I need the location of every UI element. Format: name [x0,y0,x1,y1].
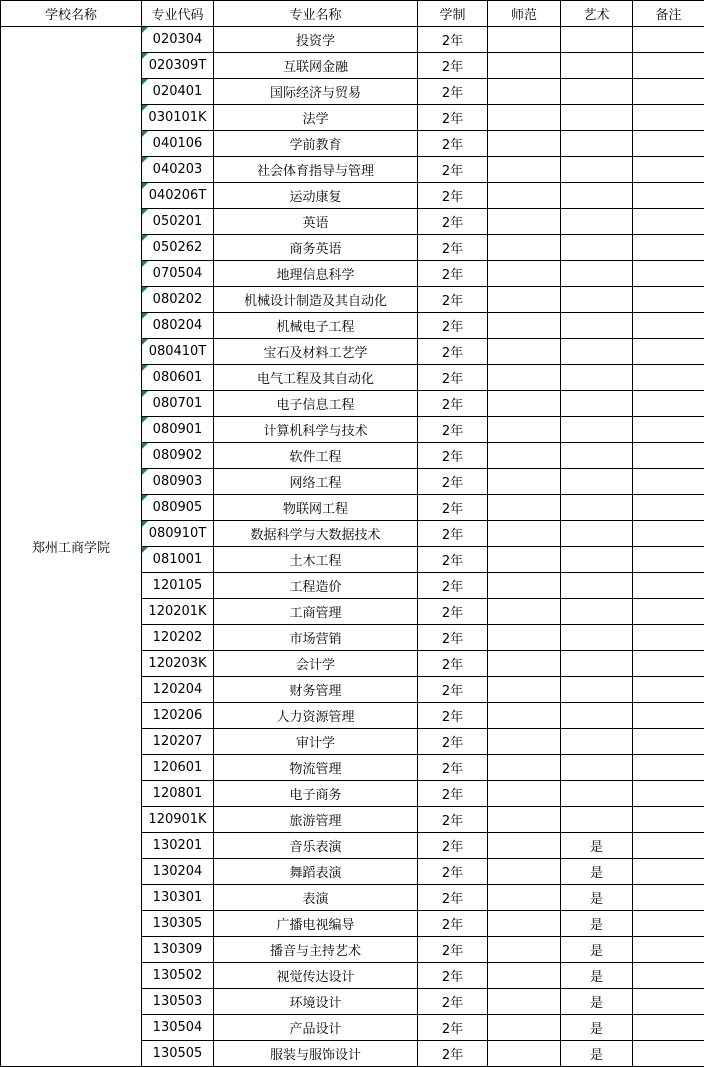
duration-cell: 2年 [418,105,488,131]
duration-cell: 2年 [418,495,488,521]
normal-cell [488,729,561,755]
duration-cell: 2年 [418,365,488,391]
note-cell [633,937,704,963]
note-cell [633,989,704,1015]
art-cell: 是 [561,1041,633,1067]
major-name-cell: 英语 [214,209,418,235]
duration-cell: 2年 [418,807,488,833]
normal-cell [488,547,561,573]
note-cell [633,651,704,677]
code-cell: 080903 [142,469,214,495]
code-cell: 080701 [142,391,214,417]
major-name-cell: 视觉传达设计 [214,963,418,989]
art-cell: 是 [561,963,633,989]
major-name-cell: 法学 [214,105,418,131]
note-cell [633,625,704,651]
note-cell [633,1015,704,1041]
header-school: 学校名称 [1,1,142,27]
note-cell [633,573,704,599]
header-code: 专业代码 [142,1,214,27]
major-name-cell: 机械电子工程 [214,313,418,339]
normal-cell [488,53,561,79]
code-cell: 080902 [142,443,214,469]
normal-cell [488,183,561,209]
major-name-cell: 产品设计 [214,1015,418,1041]
major-name-cell: 土木工程 [214,547,418,573]
normal-cell [488,703,561,729]
normal-cell [488,261,561,287]
note-cell [633,443,704,469]
art-cell [561,365,633,391]
major-name-cell: 计算机科学与技术 [214,417,418,443]
duration-cell: 2年 [418,573,488,599]
duration-cell: 2年 [418,755,488,781]
code-cell: 130204 [142,859,214,885]
normal-cell [488,885,561,911]
art-cell [561,599,633,625]
art-cell [561,53,633,79]
duration-cell: 2年 [418,183,488,209]
code-cell: 080905 [142,495,214,521]
note-cell [633,417,704,443]
art-cell [561,469,633,495]
art-cell [561,131,633,157]
normal-cell [488,807,561,833]
major-name-cell: 投资学 [214,27,418,53]
duration-cell: 2年 [418,469,488,495]
art-cell [561,755,633,781]
major-name-cell: 地理信息科学 [214,261,418,287]
code-cell: 130502 [142,963,214,989]
normal-cell [488,521,561,547]
note-cell [633,131,704,157]
normal-cell [488,209,561,235]
major-name-cell: 电子信息工程 [214,391,418,417]
code-cell: 130301 [142,885,214,911]
code-cell: 120206 [142,703,214,729]
table-header [1,1,704,27]
art-cell [561,235,633,261]
note-cell [633,391,704,417]
normal-cell [488,963,561,989]
normal-cell [488,599,561,625]
art-cell [561,729,633,755]
normal-cell [488,105,561,131]
code-cell: 080601 [142,365,214,391]
code-cell: 020304 [142,27,214,53]
header-art: 艺术 [561,1,633,27]
note-cell [633,105,704,131]
note-cell [633,53,704,79]
code-cell: 030101K [142,105,214,131]
code-cell: 020309T [142,53,214,79]
normal-cell [488,235,561,261]
major-name-cell: 服装与服饰设计 [214,1041,418,1067]
major-name-cell: 会计学 [214,651,418,677]
art-cell [561,339,633,365]
major-name-cell: 工程造价 [214,573,418,599]
art-cell [561,651,633,677]
code-cell: 130503 [142,989,214,1015]
note-cell [633,781,704,807]
normal-cell [488,937,561,963]
duration-cell: 2年 [418,937,488,963]
normal-cell [488,833,561,859]
major-name-cell: 社会体育指导与管理 [214,157,418,183]
normal-cell [488,391,561,417]
art-cell [561,391,633,417]
note-cell [633,495,704,521]
duration-cell: 2年 [418,27,488,53]
note-cell [633,859,704,885]
major-name-cell: 运动康复 [214,183,418,209]
note-cell [633,1041,704,1067]
normal-cell [488,573,561,599]
note-cell [633,729,704,755]
note-cell [633,755,704,781]
major-name-cell: 人力资源管理 [214,703,418,729]
code-cell: 050262 [142,235,214,261]
normal-cell [488,677,561,703]
major-name-cell: 表演 [214,885,418,911]
normal-cell [488,495,561,521]
major-name-cell: 国际经济与贸易 [214,79,418,105]
duration-cell: 2年 [418,443,488,469]
art-cell: 是 [561,885,633,911]
art-cell: 是 [561,937,633,963]
note-cell [633,27,704,53]
normal-cell [488,313,561,339]
duration-cell: 2年 [418,235,488,261]
major-name-cell: 工商管理 [214,599,418,625]
normal-cell [488,131,561,157]
art-cell [561,183,633,209]
header-note: 备注 [633,1,704,27]
code-cell: 070504 [142,261,214,287]
duration-cell: 2年 [418,547,488,573]
major-name-cell: 学前教育 [214,131,418,157]
duration-cell: 2年 [418,79,488,105]
header-duration: 学制 [418,1,488,27]
art-cell [561,417,633,443]
table-row [1,27,704,53]
duration-cell: 2年 [418,703,488,729]
art-cell [561,781,633,807]
major-name-cell: 物联网工程 [214,495,418,521]
duration-cell: 2年 [418,339,488,365]
duration-cell: 2年 [418,521,488,547]
normal-cell [488,651,561,677]
normal-cell [488,911,561,937]
duration-cell: 2年 [418,833,488,859]
major-name-cell: 互联网金融 [214,53,418,79]
normal-cell [488,755,561,781]
normal-cell [488,365,561,391]
art-cell [561,807,633,833]
code-cell: 120204 [142,677,214,703]
duration-cell: 2年 [418,911,488,937]
art-cell [561,79,633,105]
code-cell: 120801 [142,781,214,807]
code-cell: 130505 [142,1041,214,1067]
normal-cell [488,859,561,885]
art-cell [561,209,633,235]
normal-cell [488,79,561,105]
art-cell: 是 [561,989,633,1015]
art-cell [561,573,633,599]
duration-cell: 2年 [418,287,488,313]
duration-cell: 2年 [418,1041,488,1067]
major-name-cell: 网络工程 [214,469,418,495]
normal-cell [488,1015,561,1041]
major-name-cell: 电气工程及其自动化 [214,365,418,391]
duration-cell: 2年 [418,313,488,339]
art-cell [561,495,633,521]
code-cell: 020401 [142,79,214,105]
duration-cell: 2年 [418,131,488,157]
code-cell: 120201K [142,599,214,625]
code-cell: 040106 [142,131,214,157]
major-name-cell: 数据科学与大数据技术 [214,521,418,547]
art-cell [561,105,633,131]
art-cell [561,157,633,183]
duration-cell: 2年 [418,885,488,911]
note-cell [633,469,704,495]
art-cell [561,677,633,703]
note-cell [633,547,704,573]
duration-cell: 2年 [418,417,488,443]
art-cell: 是 [561,833,633,859]
art-cell [561,27,633,53]
art-cell [561,443,633,469]
major-name-cell: 商务英语 [214,235,418,261]
note-cell [633,807,704,833]
duration-cell: 2年 [418,1015,488,1041]
major-name-cell: 电子商务 [214,781,418,807]
major-name-cell: 旅游管理 [214,807,418,833]
art-cell [561,261,633,287]
duration-cell: 2年 [418,599,488,625]
code-cell: 050201 [142,209,214,235]
header-normal: 师范 [488,1,561,27]
art-cell [561,521,633,547]
note-cell [633,833,704,859]
major-name-cell: 财务管理 [214,677,418,703]
code-cell: 080204 [142,313,214,339]
duration-cell: 2年 [418,989,488,1015]
note-cell [633,313,704,339]
duration-cell: 2年 [418,209,488,235]
header-row [1,1,704,27]
note-cell [633,885,704,911]
note-cell [633,79,704,105]
note-cell [633,911,704,937]
code-cell: 130504 [142,1015,214,1041]
note-cell [633,287,704,313]
code-cell: 120207 [142,729,214,755]
school-name-cell: 郑州工商学院 [1,27,142,1067]
note-cell [633,261,704,287]
code-cell: 120203K [142,651,214,677]
code-cell: 040203 [142,157,214,183]
note-cell [633,209,704,235]
header-name: 专业名称 [214,1,418,27]
duration-cell: 2年 [418,625,488,651]
table-body [1,27,704,1067]
art-cell [561,547,633,573]
major-name-cell: 舞蹈表演 [214,859,418,885]
normal-cell [488,625,561,651]
duration-cell: 2年 [418,157,488,183]
art-cell: 是 [561,1015,633,1041]
art-cell [561,703,633,729]
code-cell: 080901 [142,417,214,443]
major-name-cell: 宝石及材料工艺学 [214,339,418,365]
major-name-cell: 机械设计制造及其自动化 [214,287,418,313]
code-cell: 130305 [142,911,214,937]
duration-cell: 2年 [418,677,488,703]
art-cell: 是 [561,911,633,937]
note-cell [633,677,704,703]
duration-cell: 2年 [418,651,488,677]
code-cell: 130201 [142,833,214,859]
normal-cell [488,339,561,365]
art-cell [561,313,633,339]
note-cell [633,183,704,209]
code-cell: 080202 [142,287,214,313]
code-cell: 120105 [142,573,214,599]
art-cell: 是 [561,859,633,885]
normal-cell [488,781,561,807]
normal-cell [488,287,561,313]
note-cell [633,599,704,625]
art-cell [561,625,633,651]
major-name-cell: 市场营销 [214,625,418,651]
note-cell [633,963,704,989]
major-name-cell: 软件工程 [214,443,418,469]
code-cell: 120601 [142,755,214,781]
major-name-cell: 物流管理 [214,755,418,781]
duration-cell: 2年 [418,261,488,287]
art-cell [561,287,633,313]
code-cell: 130309 [142,937,214,963]
normal-cell [488,157,561,183]
major-name-cell: 广播电视编导 [214,911,418,937]
normal-cell [488,27,561,53]
duration-cell: 2年 [418,781,488,807]
code-cell: 080410T [142,339,214,365]
duration-cell: 2年 [418,729,488,755]
major-name-cell: 环境设计 [214,989,418,1015]
normal-cell [488,443,561,469]
note-cell [633,703,704,729]
major-name-cell: 审计学 [214,729,418,755]
duration-cell: 2年 [418,391,488,417]
code-cell: 081001 [142,547,214,573]
normal-cell [488,469,561,495]
note-cell [633,235,704,261]
code-cell: 120202 [142,625,214,651]
code-cell: 040206T [142,183,214,209]
duration-cell: 2年 [418,53,488,79]
note-cell [633,365,704,391]
note-cell [633,521,704,547]
normal-cell [488,1041,561,1067]
normal-cell [488,417,561,443]
major-name-cell: 音乐表演 [214,833,418,859]
code-cell: 080910T [142,521,214,547]
normal-cell [488,989,561,1015]
duration-cell: 2年 [418,859,488,885]
duration-cell: 2年 [418,963,488,989]
code-cell: 120901K [142,807,214,833]
note-cell [633,157,704,183]
note-cell [633,339,704,365]
major-name-cell: 播音与主持艺术 [214,937,418,963]
